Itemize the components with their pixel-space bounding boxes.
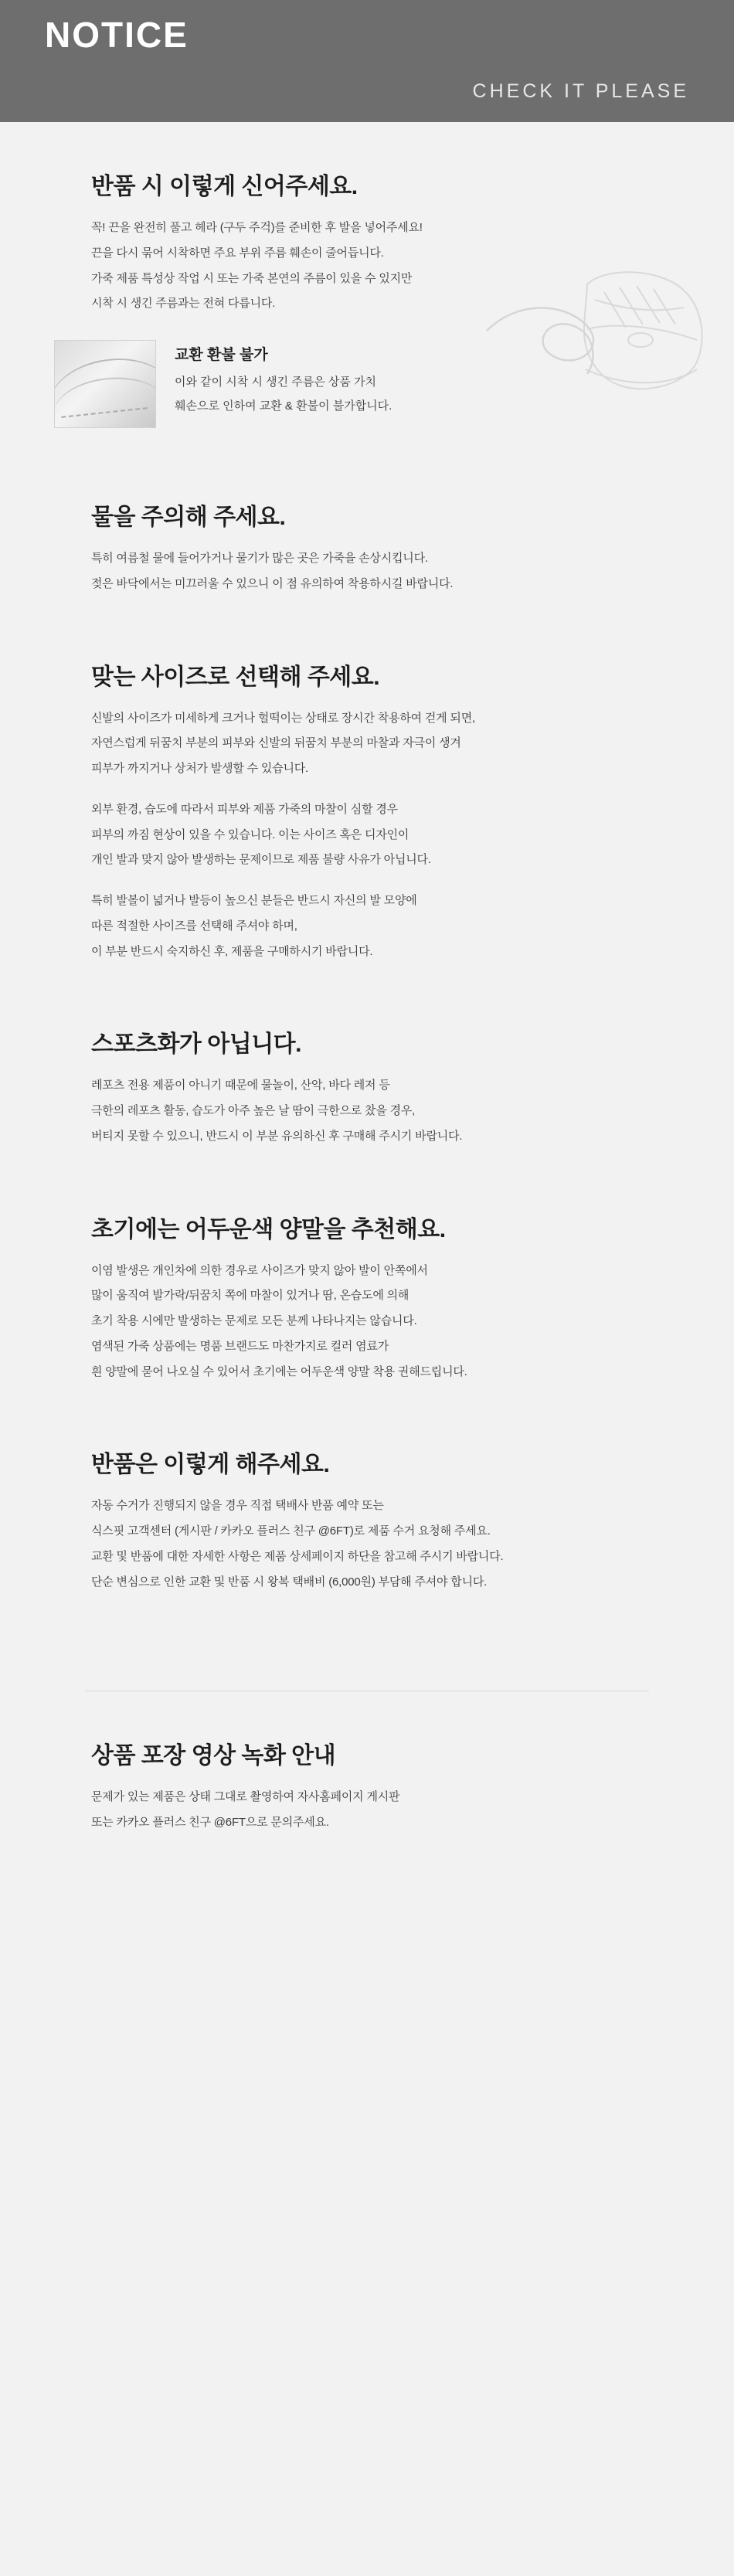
section-line: 신발의 사이즈가 미세하게 크거나 헐떡이는 상태로 장시간 착용하여 걷게 되면, xyxy=(91,711,475,725)
section-line: 단순 변심으로 인한 교환 및 반품 시 왕복 택배비 (6,000원) 부담해 주셔야 합니다. xyxy=(91,1575,488,1589)
highlight-line: 훼손으로 인하여 교환 & 환불이 불가합니다. xyxy=(175,399,392,413)
section-return-wear xyxy=(0,172,734,314)
section-line: 꼭! 끈을 완전히 풀고 헤라 (구두 주걱)를 준비한 후 발을 넣어주세요! xyxy=(91,221,423,234)
section-line: 자연스럽게 뒤꿈치 부분의 피부와 신발의 뒤꿈치 부분의 마찰과 자극이 생겨 xyxy=(91,736,461,750)
section-line: 레포츠 전용 제품이 아니기 때문에 물놀이, 산악, 바다 레저 등 xyxy=(91,1079,390,1093)
section-line: 흰 양말에 묻어 나오실 수 있어서 초기에는 어두운색 양말 착용 권해드립니다. xyxy=(91,1364,467,1378)
section-dark-socks xyxy=(0,1215,734,1382)
section-title: 초기에는 어두운색 양말을 추천해요. xyxy=(91,1216,446,1242)
section-title: 스포츠화가 아닙니다. xyxy=(91,1031,301,1058)
section-line: 많이 움직여 발가락/뒤꿈치 쪽에 마찰이 있거나 땀, 온습도에 의해 xyxy=(91,1289,409,1303)
section-title: 맞는 사이즈로 선택해 주세요. xyxy=(91,664,380,690)
section-line: 가죽 제품 특성상 작업 시 또는 가죽 본연의 주름이 있을 수 있지만 xyxy=(91,271,413,285)
section-line: 끈을 다시 묶어 시착하면 주요 부위 주름 훼손이 줄어듭니다. xyxy=(91,246,384,260)
section-line: 시착 시 생긴 주름과는 전혀 다릅니다. xyxy=(91,297,276,311)
page-header xyxy=(0,0,734,122)
header-subtitle: CHECK IT PLEASE xyxy=(472,80,689,102)
section-line: 특히 여름철 물에 들어가거나 물기가 많은 곳은 가죽을 손상시킵니다. xyxy=(91,552,428,565)
page-title: NOTICE xyxy=(45,15,189,55)
section-line: 외부 환경, 습도에 따라서 피부와 제품 가죽의 마찰이 심할 경우 xyxy=(91,802,398,816)
section-line: 자동 수거가 진행되지 않을 경우 직접 택배사 반품 예약 또는 xyxy=(91,1499,384,1513)
section-line: 특히 발볼이 넓거나 발등이 높으신 분들은 반드시 자신의 발 모양에 xyxy=(91,894,417,907)
section-line: 이염 발생은 개인차에 의한 경우로 사이즈가 맞지 않아 발이 안쪽에서 xyxy=(91,1263,428,1277)
section-line: 교환 및 반품에 대한 자세한 사항은 제품 상세페이지 하단을 참고해 주시기 바랍니다. xyxy=(91,1549,504,1563)
section-line: 따른 적절한 사이즈를 선택해 주셔야 하며, xyxy=(91,919,297,933)
section-line: 피부가 까지거나 상처가 발생할 수 있습니다. xyxy=(91,762,309,775)
section-title: 반품 시 이렇게 신어주세요. xyxy=(91,174,358,199)
section-line: 피부의 까짐 현상이 있을 수 있습니다. 이는 사이즈 혹은 디자인이 xyxy=(91,828,409,841)
section-water-caution xyxy=(0,502,734,594)
section-title: 반품은 이렇게 해주세요. xyxy=(91,1452,330,1478)
highlight-no-refund xyxy=(54,340,734,428)
wrinkle-photo xyxy=(54,340,156,428)
section-line: 극한의 레포츠 활동, 습도가 아주 높은 날 땀이 극한으로 찼을 경우, xyxy=(91,1104,416,1117)
section-line: 초기 착용 시에만 발생하는 문제로 모든 분께 나타나지는 않습니다. xyxy=(91,1314,417,1327)
section-return-process xyxy=(0,1449,734,1592)
section-line: 염색된 가죽 상품에는 명품 브랜드도 마찬가지로 컬러 염료가 xyxy=(91,1339,389,1353)
section-line: 개인 발과 맞지 않아 발생하는 문제이므로 제품 불량 사유가 아닙니다. xyxy=(91,853,431,867)
notice-content xyxy=(0,122,734,1932)
section-title: 상품 포장 영상 녹화 안내 xyxy=(91,1743,336,1769)
section-line: 식스핏 고객센터 (게시판 / 카카오 플러스 친구 @6FT)로 제품 수거 요청해 주세요. xyxy=(91,1524,491,1538)
section-packaging-video xyxy=(0,1741,734,1833)
highlight-text xyxy=(175,340,392,421)
section-title: 물을 주의해 주세요. xyxy=(91,505,286,530)
section-line: 버티지 못할 수 있으니, 반드시 이 부분 유의하신 후 구매해 주시기 바랍니다. xyxy=(91,1129,463,1143)
section-not-sports-shoe xyxy=(0,1029,734,1146)
highlight-title: 교환 환불 불가 xyxy=(175,347,268,363)
section-line: 젖은 바닥에서는 미끄러울 수 있으니 이 점 유의하여 착용하시길 바랍니다. xyxy=(91,576,454,590)
section-line: 또는 카카오 플러스 친구 @6FT으로 문의주세요. xyxy=(91,1816,329,1829)
section-line: 문제가 있는 제품은 상태 그대로 촬영하여 자사홈페이지 게시판 xyxy=(91,1790,400,1804)
highlight-line: 이와 같이 시착 시 생긴 주름은 상품 가치 xyxy=(175,376,377,389)
section-size-selection xyxy=(0,662,734,962)
section-line: 이 부분 반드시 숙지하신 후, 제품을 구매하시기 바랍니다. xyxy=(91,944,373,958)
